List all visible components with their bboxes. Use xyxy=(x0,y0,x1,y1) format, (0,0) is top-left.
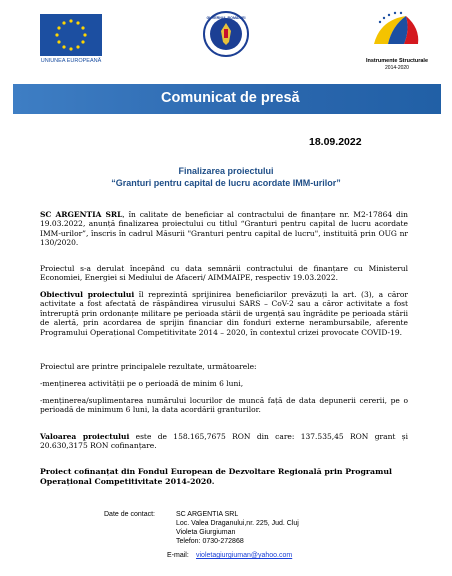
structural-instruments-caption: Instrumente Structurale xyxy=(365,58,429,64)
eu-caption: UNIUNEA EUROPEANĂ xyxy=(40,58,102,64)
project-heading-line1: Finalizarea proiectului xyxy=(178,166,274,176)
paragraph-intro xyxy=(40,210,408,248)
result-item-activity: -menținerea activității pe o perioadă de minim 6 luni, xyxy=(40,379,244,388)
cofinancing-statement: Proiect cofinanțat din Fondul European de Dezvoltare Regională prin Programul Operațional Competitivitate 2014-2020. xyxy=(40,467,392,486)
intro-text: , în calitate de beneficiar al contractului de finanțare nr. M2-17864 din 19.03.2022, anunță finalizarea proiectului cu titlul “Granturi pentru capital de lucru acordate IMM-urilor”, înscris în cadrul Măsurii "Granturi pentru capital de lucru", instituită prin OUG nr 130/2020. xyxy=(40,210,408,248)
logo-row xyxy=(0,0,452,78)
release-date: 18.09.2022 xyxy=(309,136,362,148)
banner-title: Comunicat de presă xyxy=(161,90,300,106)
objective-text: îl reprezintă sprijinirea beneficiarilor prevăzuți la art. (3), a căror activitate a fost afectată de răspândirea virusului SARS – CoV-2 sau a căror activitate a fost întreruptă prin ordonanțe militare pe perioada stării de urgență sau îngrădite pe perioada stării de alertă, prin acordarea de sprijin financiar din fonduri externe nerambursabile, aferente Programului Operațional Competitivitate 2014 – 2020, în contextul crizei provocate COVID-19. xyxy=(40,290,408,337)
contact-address: Loc. Valea Draganului,nr. 225, Jud. Cluj xyxy=(176,520,299,527)
value-text: este de 158.165,7675 RON din care: 137.535,45 RON grant și 20.630,3175 RON cofinanțare. xyxy=(40,432,408,451)
paragraph-objective xyxy=(40,290,408,337)
contact-company: SC ARGENTIA SRL xyxy=(176,511,239,518)
structural-instruments-years: 2014-2020 xyxy=(385,65,409,71)
contact-label: Date de contact: xyxy=(104,511,155,518)
contact-details xyxy=(176,510,299,546)
objective-label: Obiectivul proiectului xyxy=(40,290,135,299)
press-release-banner xyxy=(13,84,441,114)
email-link[interactable]: violetagiurgiuman@yahoo.com xyxy=(196,552,293,559)
paragraph-duration: Proiectul s-a derulat începând cu data semnării contractului de finanțare cu Ministerul Economiei, Energiei si Mediului de Afaceri/ AIMMAIPE, respectiv 19.03.2022. xyxy=(40,264,408,283)
eu-flag-icon xyxy=(40,14,102,56)
government-seal-icon xyxy=(203,11,249,57)
gov-seal-text: GUVERNUL ROMÂNIEI xyxy=(206,16,246,20)
beneficiary-name: SC ARGENTIA SRL xyxy=(40,210,123,219)
result-item-jobs: -menținerea/suplimentarea numărului locurilor de muncă față de data depunerii cererii, pe o perioadă de minimum 6 luni, la data acordării granturilor. xyxy=(40,396,408,415)
value-label: Valoarea proiectului xyxy=(40,432,130,441)
email-label: E-mail: xyxy=(167,552,189,559)
contact-phone: Telefon: 0730-272868 xyxy=(176,538,244,545)
paragraph-results-intro: Proiectul are printre principalele rezultate, următoarele: xyxy=(40,362,257,371)
contact-person: Violeta Giurgiuman xyxy=(176,529,236,536)
paragraph-value xyxy=(40,432,408,451)
structural-instruments-logo-icon xyxy=(370,10,422,56)
project-heading-line2: “Granturi pentru capital de lucru acordate IMM-urilor” xyxy=(111,178,341,188)
